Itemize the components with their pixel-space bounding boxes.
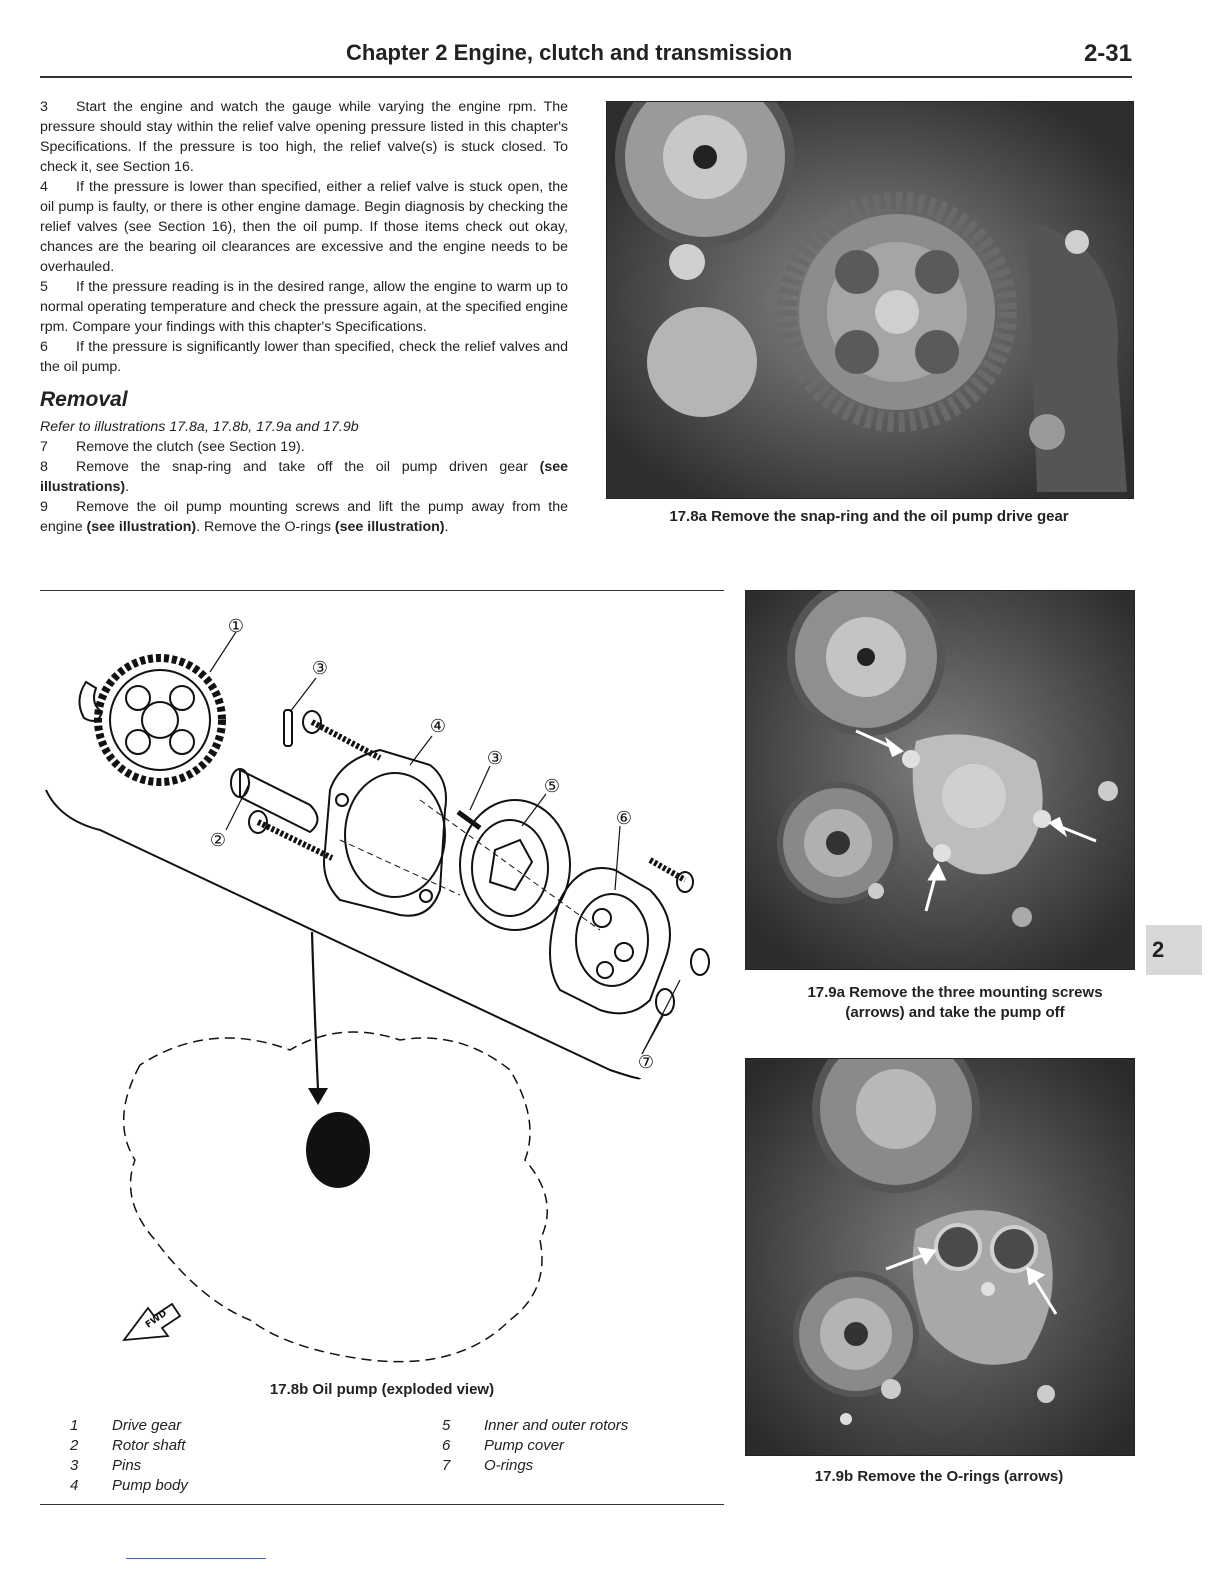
caption-17-8b: 17.8b Oil pump (exploded view): [269, 1381, 495, 1398]
legend-item: 2 Rotor shaft: [70, 1437, 186, 1454]
callout-2: ②: [209, 830, 227, 851]
header-rule: [40, 76, 1132, 78]
chapter-tab: 2: [1146, 925, 1202, 975]
callout-7: ⑦: [637, 1052, 655, 1073]
diagram-17-8b: [40, 600, 730, 1370]
paragraph-4: 4 If the pressure is lower than specified, either a relief valve is stuck open, the oil pump is faulty, or there is other engine damage. Begin diagnosis by checking the relief valves (see Section 16), then the oil pump. If those items check out okay, chances are the bearing oil clearances are excessive and the engine needs to be overhauled.: [40, 179, 568, 275]
legend-right-column: [442, 1416, 628, 1476]
caption-17-9b: 17.9b Remove the O-rings (arrows): [814, 1468, 1064, 1485]
caption-17-9a: [745, 983, 1165, 1023]
caption-17-9a-line2: (arrows) and take the pump off: [845, 1004, 1065, 1021]
chapter-title: Chapter 2 Engine, clutch and transmission: [346, 40, 793, 65]
legend-item: 4 Pump body: [70, 1477, 188, 1494]
step-9: 9 Remove the oil pump mounting screws and lift the pump away from the engine (see illustration). Remove the O-rings (see illustration).: [40, 499, 568, 535]
photo-17-9b: [745, 1058, 1135, 1456]
callout-4: ④: [429, 716, 447, 737]
photo-17-8a: [606, 101, 1134, 499]
page-number: 2-31: [1083, 40, 1132, 67]
step-8: 8 Remove the snap-ring and take off the oil pump driven gear (see illustrations).: [40, 459, 568, 495]
callout-1: ①: [227, 616, 245, 637]
footer-link-underline: [126, 1558, 266, 1559]
caption-17-8a: 17.8a Remove the snap-ring and the oil pump drive gear: [669, 508, 1069, 525]
legend-item: 6 Pump cover: [442, 1437, 565, 1454]
caption-17-9a-line1: 17.9a Remove the three mounting screws: [807, 984, 1103, 1001]
photo-17-9a: [745, 590, 1135, 970]
legend-left-column: [70, 1416, 188, 1496]
fwd-label: FWD: [143, 1308, 170, 1331]
legend-item: 5 Inner and outer rotors: [442, 1417, 629, 1434]
legend-item: 1 Drive gear: [70, 1417, 182, 1434]
refer-text: Refer to illustrations 17.8a, 17.8b, 17.9a and 17.9b: [40, 419, 359, 435]
diagram-rule-bottom: [40, 1504, 724, 1505]
callout-3b: ③: [486, 748, 504, 769]
removal-heading: Removal: [40, 388, 128, 411]
paragraph-5: 5 If the pressure reading is in the desired range, allow the engine to warm up to normal operating temperature and check the pressure again, at the specified engine rpm. Compare your findings with this chapter's Specifications.: [40, 279, 568, 335]
step-7: 7 Remove the clutch (see Section 19).: [40, 439, 305, 455]
legend-item: 7 O-rings: [442, 1457, 534, 1474]
callout-3a: ③: [311, 658, 329, 679]
callout-5: ⑤: [543, 776, 561, 797]
paragraph-3: 3 Start the engine and watch the gauge while varying the engine rpm. The pressure should stay within the relief valve opening pressure listed in this chapter's Specifications. If the pressure is too high, the relief valve(s) is stuck closed. To check it, see Section 16.: [40, 99, 568, 175]
legend-item: 3 Pins: [70, 1457, 142, 1474]
body-text: [40, 97, 568, 537]
paragraph-6: 6 If the pressure is significantly lower than specified, check the relief valves and the oil pump.: [40, 339, 568, 375]
callout-6: ⑥: [615, 808, 633, 829]
diagram-rule-top: [40, 590, 724, 591]
